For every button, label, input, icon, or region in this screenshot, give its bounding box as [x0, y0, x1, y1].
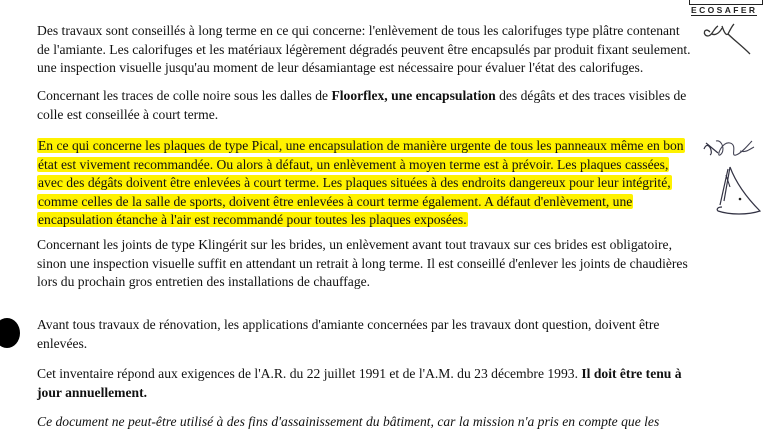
paragraph-klingerit — [37, 236, 737, 292]
text-run: une inspection visuelle jusqu'au moment de leur — [37, 60, 302, 75]
text-line — [37, 156, 737, 175]
text-line — [37, 174, 737, 193]
highlighted-text: avec des dégâts doivent être enlevées à court terme. Les plaques situées à des endroits dangereux pour leur intégrité, — [38, 175, 671, 190]
text-run: Des travaux sont conseillés à long terme en ce qui concerne: — [37, 23, 369, 38]
text-line: de l'amiante. Les calorifuges et les matériaux légèrement dégradés peuvent être encapsulés par produit fixant seulement. — [37, 41, 691, 57]
text-run-bold: Il doit être tenu à — [581, 366, 682, 381]
text-run: pour évaluer l'état des calorifuges. — [453, 60, 644, 75]
text-line — [37, 87, 737, 106]
text-line-bold: jour annuellement. — [37, 384, 148, 400]
paragraph-pical-highlighted — [37, 137, 737, 230]
text-line — [37, 59, 737, 78]
paragraph-floorflex — [37, 87, 737, 124]
text-run: l'enlèvement de tous les calorifuges type plâtre contenant — [368, 23, 680, 38]
text-run: des dégâts et des traces visibles de — [495, 88, 687, 103]
handwritten-warning-annotation-icon — [700, 135, 770, 220]
paragraph-inventaire — [37, 365, 737, 402]
company-logo: ECOSAFER — [691, 5, 758, 15]
highlighted-text: encapsulation étanche à l'air est recommandé pour toutes les plaques exposées. — [38, 212, 467, 227]
text-line — [37, 365, 737, 384]
text-line: Ce document ne peut-être utilisé à des fins d'assainissement du bâtiment, car la mission n'a pris en compte que les — [37, 414, 660, 429]
text-line: enlevées. — [37, 335, 88, 351]
text-run: désamiantage est nécessaire — [301, 60, 454, 75]
text-line — [37, 137, 737, 156]
text-line — [37, 22, 737, 41]
text-line: colle est conseillée à court terme. — [37, 106, 219, 122]
highlighted-text: état est vivement recommandée. Ou alors à défaut, un enlèvement à moyen terme est à prévoir. Les plaques cassées, — [38, 156, 669, 172]
text-line — [37, 193, 737, 212]
text-run: Cet inventaire répond aux exigences de l'A.R. du 22 juillet 1991 et de l'A.M. du 23 décembre 1993. — [37, 366, 582, 381]
highlighted-text: comme celles de la salle de sports, doivent être enlevées à court terme également. A défaut d'enlèvement, une — [38, 193, 633, 209]
paragraph-calorifuges — [37, 22, 737, 78]
text-line: Avant tous travaux de rénovation, les applications d'amiante concernées par les travaux dont question, doivent être — [37, 317, 660, 332]
highlighted-text: En ce qui concerne les plaques de type Pical, une encapsulation de manière urgente de tous les panneaux même en bon — [38, 138, 684, 153]
punch-hole-mark — [0, 318, 20, 348]
text-line: lors du prochain gros entretien des installations de chauffage. — [37, 274, 371, 289]
text-run: Concernant les traces de colle noire sous les dalles de — [37, 88, 332, 103]
paragraph-renovation — [37, 316, 737, 353]
paragraph-disclaimer — [37, 413, 737, 432]
text-run-bold: Floorflex, une encapsulation — [331, 88, 496, 103]
text-line — [37, 211, 737, 230]
text-line: sinon une inspection visuelle suffit en attendant un retrait à long terme. Il est conseillé d'enlever les joints de chaudières — [37, 255, 688, 271]
text-line: Concernant les joints de type Klingérit sur les brides, un enlèvement avant tout travaux sur ces brides est obligatoire, — [37, 237, 672, 252]
